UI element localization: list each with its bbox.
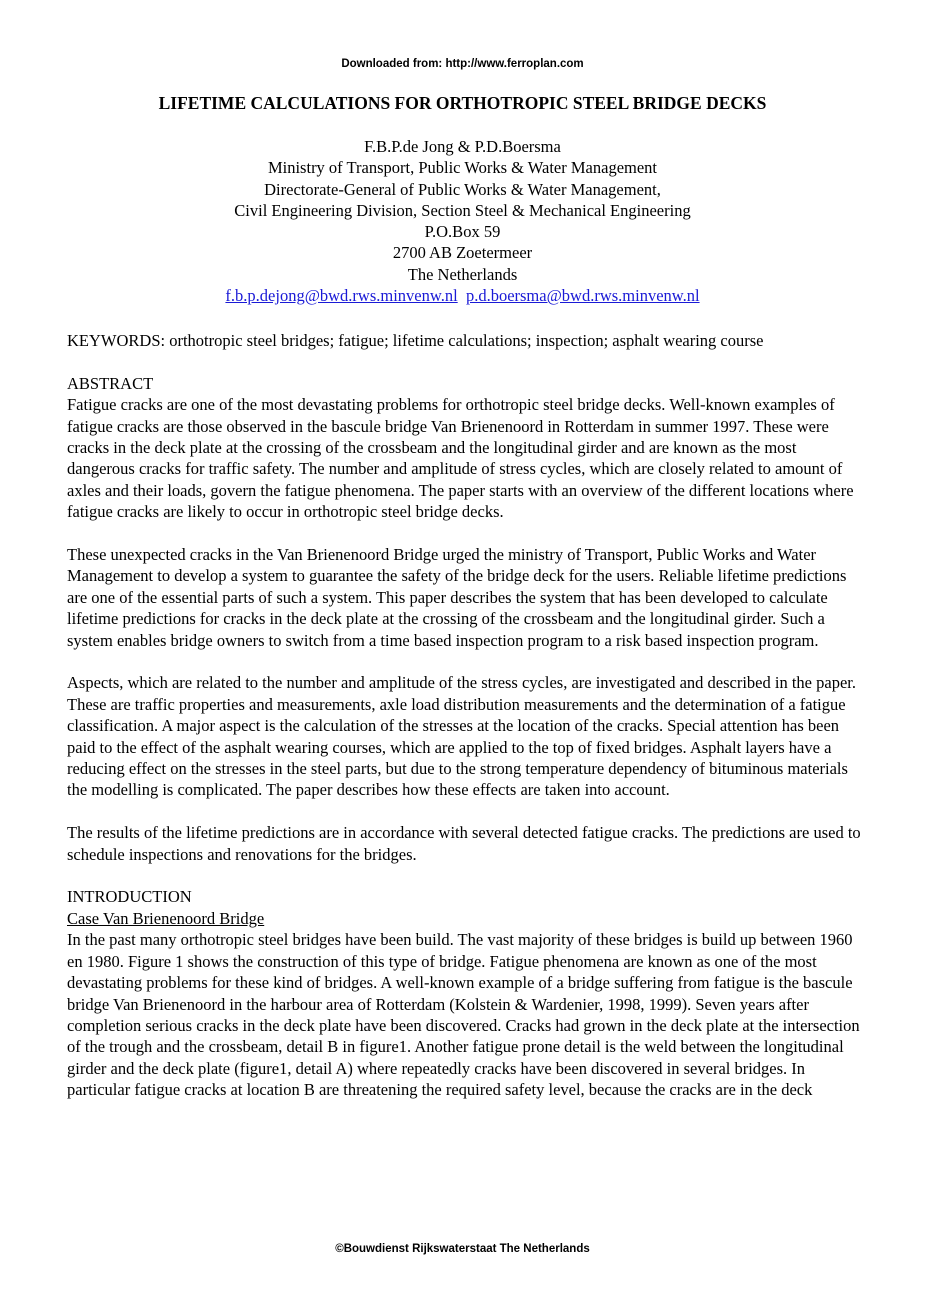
affiliation-line: Civil Engineering Division, Section Steel & Mechanical Engineering	[234, 200, 691, 220]
abstract-text-1: Fatigue cracks are one of the most devastating problems for orthotropic steel bridge decks. Well-known examples of fatigue cracks are those observed in the bascule bridge Van Brienenoord in Rotterdam in summer 1997. These were cracks in the deck plate at the crossing of the crossbeam and the longitudinal girder and are known as the most dangerous cracks for traffic safety. The number and amplitude of stress cycles, which are closely related to amount of axles and their loads, govern the fatigue phenomena. The paper starts with an overview of the different locations where fatigue cracks are likely to occur in orthotropic steel bridge decks.	[67, 395, 854, 522]
paper-body	[67, 330, 867, 1122]
affiliation-line: P.O.Box 59	[424, 222, 501, 242]
paper-title: LIFETIME CALCULATIONS FOR ORTHOTROPIC STEEL BRIDGE DECKS	[158, 93, 767, 113]
introduction-section	[67, 886, 867, 1100]
abstract-paragraph-2: These unexpected cracks in the Van Brienenoord Bridge urged the ministry of Transport, Public Works and Water Management to develop a system to guarantee the safety of the bridge deck for the users. Reliable lifetime predictions are one of the essential parts of such a system. This paper describes the system that has been developed to calculate lifetime predictions for cracks in the deck plate at the crossing of the crossbeam and the longitudinal girder. Such a system enables bridge owners to switch from a time based inspection program to a risk based inspection program.	[67, 545, 847, 650]
affiliation-line: 2700 AB Zoetermeer	[392, 243, 533, 263]
affiliation-line: The Netherlands	[407, 264, 518, 284]
affiliation-line: Ministry of Transport, Public Works & Water Management	[267, 158, 658, 178]
author-emails	[0, 285, 925, 306]
introduction-text: In the past many orthotropic steel bridges have been build. The vast majority of these bridges is build up between 1960 en 1980. Figure 1 shows the construction of this type of bridge. Fatigue phenomena are known as one of the most devastating problems for these kind of bridges. A well-known example of a bridge suffering from fatigue is the bascule bridge Van Brienenoord in the harbour area of Rotterdam (Kolstein & Wardenier, 1998, 1999). Seven years after completion serious cracks in the deck plate have been discovered. Cracks had grown in the deck plate at the intersection of the trough and the crossbeam, detail B in figure1. Another fatigue prone detail is the weld between the longitudinal girder and the deck plate (figure1, detail A) where repeatedly cracks have been discovered in several bridges. In particular fatigue cracks at location B are threatening the required safety level, because the cracks are in the deck	[67, 930, 860, 1100]
affiliation-line: Directorate-General of Public Works & Water Management,	[264, 179, 661, 199]
introduction-heading: INTRODUCTION	[67, 887, 192, 907]
download-source-line: Downloaded from: http://www.ferroplan.com	[341, 58, 584, 70]
email-link-dejong[interactable]: f.b.p.dejong@bwd.rws.minvenw.nl	[225, 286, 458, 306]
introduction-subheading: Case Van Brienenoord Bridge	[67, 908, 265, 928]
email-link-boersma[interactable]: p.d.boersma@bwd.rws.minvenw.nl	[465, 286, 700, 306]
author-names: F.B.P.de Jong & P.D.Boersma	[364, 137, 561, 156]
abstract-paragraph-1	[67, 373, 867, 523]
copyright-footer: ©Bouwdienst Rijkswaterstaat The Netherlands	[335, 1243, 590, 1255]
abstract-paragraph-4: The results of the lifetime predictions are in accordance with several detected fatigue cracks. The predictions are used to schedule inspections and renovations for the bridges.	[67, 823, 861, 864]
abstract-paragraph-3: Aspects, which are related to the number and amplitude of the stress cycles, are investigated and described in the paper. These are traffic properties and measurements, axle load distribution measurements and the determination of a fatigue classification. A major aspect is the calculation of the stresses at the location of the cracks. Special attention has been paid to the effect of the asphalt wearing courses, which are applied to the top of fixed bridges. Asphalt layers have a reducing effect on the stresses in the steel parts, but due to the strong temperature dependency of bituminous materials the modelling is complicated. The paper describes how these effects are taken into account.	[67, 673, 856, 800]
abstract-heading: ABSTRACT	[67, 373, 154, 393]
keywords-line: KEYWORDS: orthotropic steel bridges; fatigue; lifetime calculations; inspection; asphalt wearing course	[67, 331, 764, 350]
author-block	[0, 136, 925, 306]
